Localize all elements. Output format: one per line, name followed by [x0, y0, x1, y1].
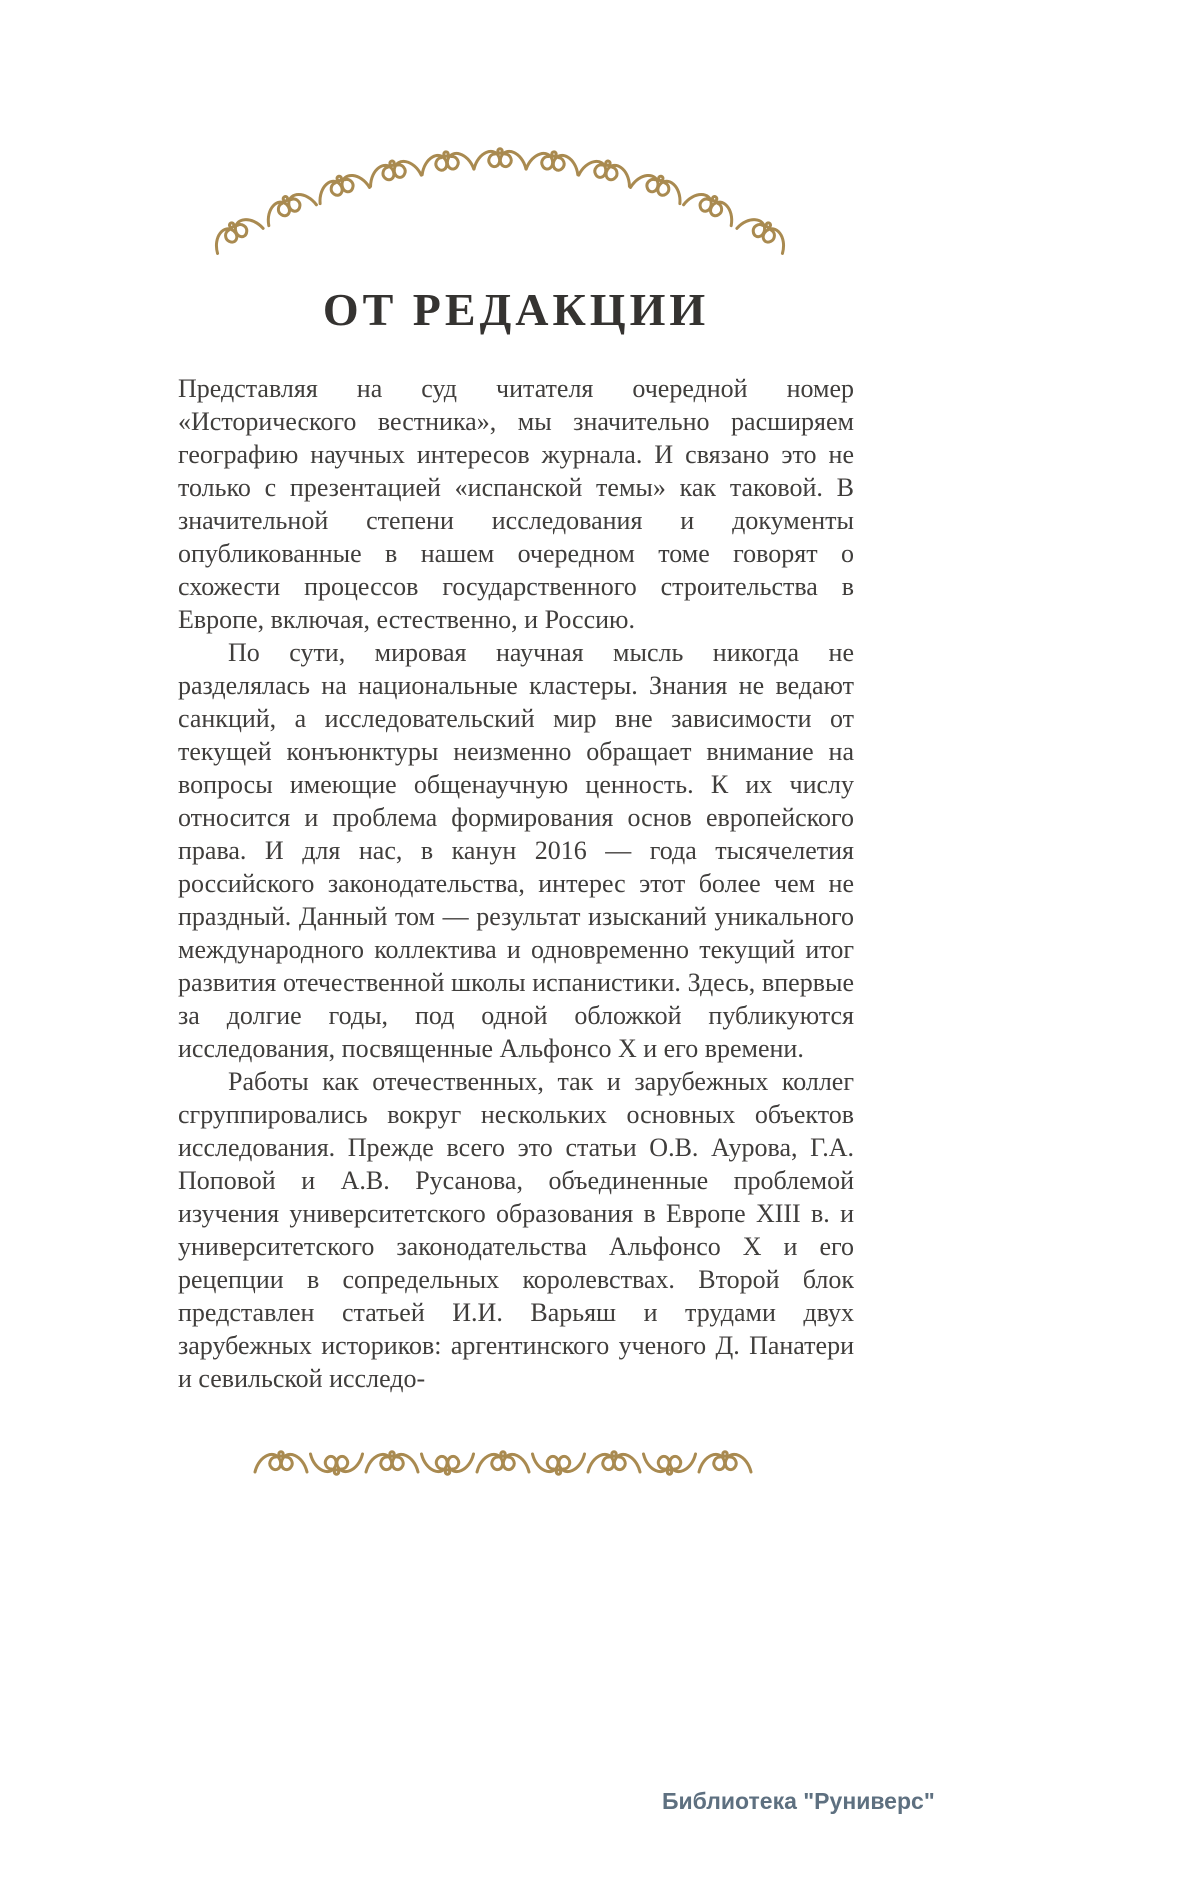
paragraph-3: Работы как отечественных, так и зарубежных коллег сгруппировались вокруг нескольких основных объектов исследования. Прежде всего это статьи О.В. Аурова, Г.А. Поповой и А.В. Русанова, объединенные проблемой изучения университетского образования в Европе XIII в. и университетского законодательства Альфонсо X и его рецепции в сопредельных королевствах. Второй блок представлен статьей И.И. Варьяш и трудами двух зарубежных историков: аргентинского ученого Д. Панатери и севильской исследо- — [178, 1067, 854, 1393]
paragraph-2: По сути, мировая научная мысль никогда не разделялась на национальные кластеры. Знания не ведают санкций, а исследовательский мир вне зависимости от текущей конъюнктуры неизменно обращает внимание на вопросы имеющие общенаучную ценность. К их числу относится и проблема формирования основ европейского права. И для нас, в канун 2016 — года тысячелетия российского законодательства, интерес этот более чем не праздный. Данный том — результат изысканий уникального международного коллектива и одновременно текущий итог развития отечественной школы испанистики. Здесь, впервые за долгие годы, под одной обложкой публикуются исследования, посвященные Альфонсо X и его времени. — [178, 638, 854, 1063]
top-arch-ornament — [210, 130, 790, 260]
bottom-ornament-scrolls — [255, 1452, 751, 1474]
library-watermark: Библиотека "Руниверс" — [662, 1788, 935, 1814]
page-title: ОТ РЕДАКЦИИ — [322, 283, 710, 335]
top-ornament-scrolls — [210, 149, 790, 254]
bottom-band-ornament — [253, 1436, 753, 1490]
editorial-text — [178, 372, 854, 1395]
paragraph-1: Представляя на суд читателя очередной номер «Исторического вестника», мы значительно расширяем географию научных интересов журнала. И связано это не только с презентацией «испанской темы» как таковой. В значительной степени исследования и документы опубликованные в нашем очередном томе говорят о схожести процессов государственного строительства в Европе, включая, естественно, и Россию. — [178, 374, 854, 634]
